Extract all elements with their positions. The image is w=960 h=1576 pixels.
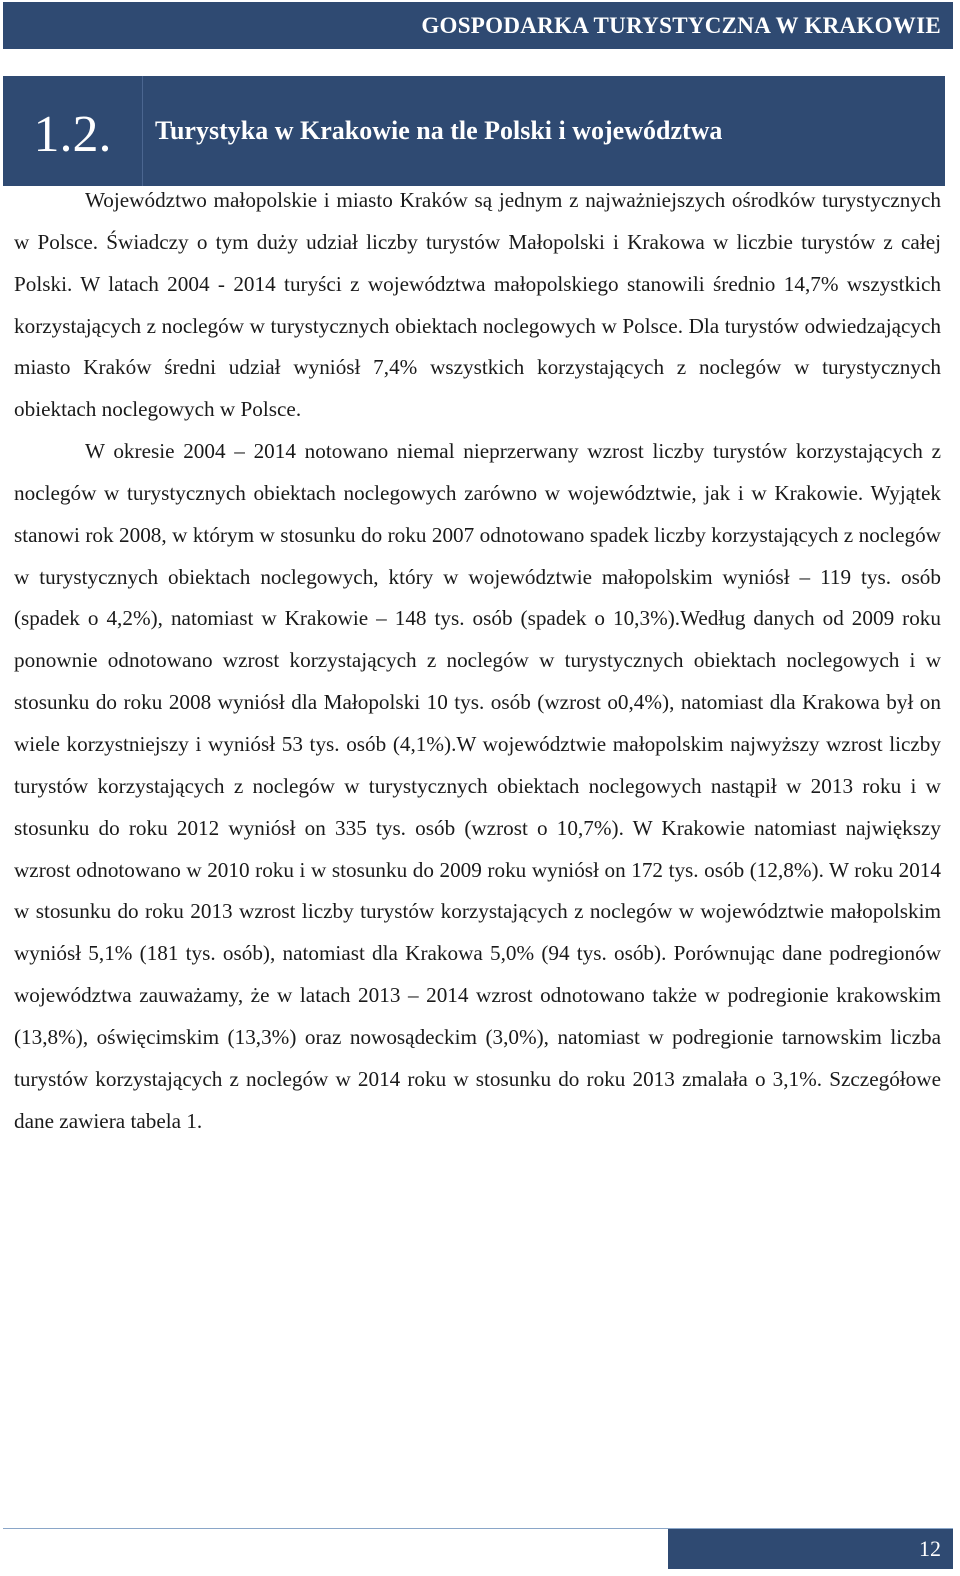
page-number: 12 (668, 1529, 953, 1569)
section-heading (3, 76, 945, 186)
paragraph: W okresie 2004 – 2014 notowano niemal nieprzerwany wzrost liczby turystów korzystających z noclegów w turystycznych obiektach noclegowych zarówno w województwie, jak i w Krakowie. Wyjątek stanowi rok 2008, w którym w stosunku do roku 2007 odnotowano spadek liczby korzystających z noclegów w turystycznych obiektach noclegowych, który w województwie małopolskim wyniósł – 119 tys. osób (spadek o 4,2%), natomiast w Krakowie – 148 tys. osób (spadek o 10,3%).Według danych od 2009 roku ponownie odnotowano wzrost korzystających z noclegów w turystycznych obiektach noclegowych i w stosunku do roku 2008 wyniósł dla Małopolski 10 tys. osób (wzrost o0,4%), natomiast dla Krakowa był on wiele korzystniejszy i wyniósł 53 tys. osób (4,1%).W województwie małopolskim najwyższy wzrost liczby turystów korzystających z noclegów w turystycznych obiektach noclegowych nastąpił w 2013 roku i w stosunku do roku 2012 wyniósł on 335 tys. osób (wzrost o 10,7%). W Krakowie natomiast największy wzrost odnotowano w 2010 roku i w stosunku do 2009 roku wyniósł on 172 tys. osób (12,8%). W roku 2014 w stosunku do roku 2013 wzrost liczby turystów korzystających z noclegów w województwie małopolskim wyniósł 5,1% (181 tys. osób), natomiast dla Krakowa 5,0% (94 tys. osób). Porównując dane podregionów województwa zauważamy, że w latach 2013 – 2014 wzrost odnotowano także w podregionie krakowskim (13,8%), oświęcimskim (13,3%) oraz nowosądeckim (3,0%), natomiast w podregionie tarnowskim liczba turystów korzystających z noclegów w 2014 roku w stosunku do roku 2013 zmalała o 3,1%. Szczegółowe dane zawiera tabela 1. (14, 439, 941, 1133)
paragraph: Województwo małopolskie i miasto Kraków są jednym z najważniejszych ośrodków turystycznych w Polsce. Świadczy o tym duży udział liczby turystów Małopolski i Krakowa w liczbie turystów z całej Polski. W latach 2004 - 2014 turyści z województwa małopolskiego stanowili średnio 14,7% wszystkich korzystających z noclegów w turystycznych obiektach noclegowych w Polsce. Dla turystów odwiedzających miasto Kraków średni udział wyniósł 7,4% wszystkich korzystających z noclegów w turystycznych obiektach noclegowych w Polsce. (14, 188, 941, 422)
body-text (14, 180, 941, 1142)
section-number: 1.2. (3, 76, 143, 186)
section-title: Turystyka w Krakowie na tle Polski i województwa (155, 116, 723, 145)
running-header-title: GOSPODARKA TURYSTYCZNA W KRAKOWIE (421, 12, 941, 38)
running-header (3, 2, 953, 49)
